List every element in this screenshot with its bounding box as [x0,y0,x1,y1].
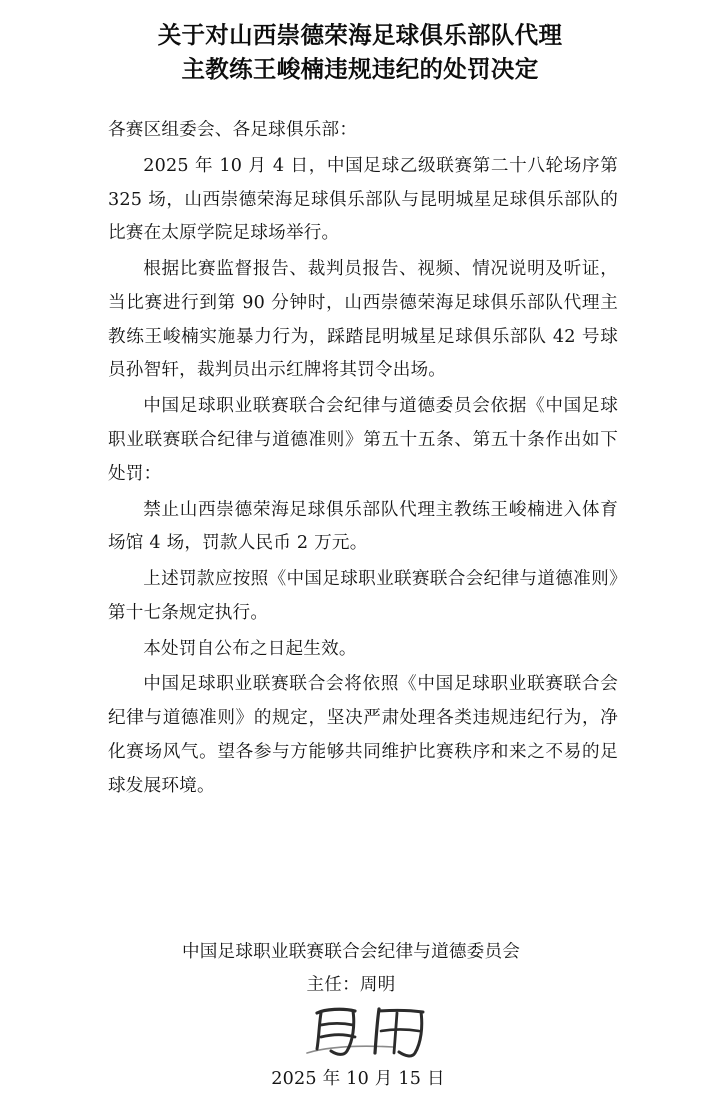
document-body [0,86,720,803]
paragraph-4: 禁止山西崇德荣海足球俱乐部队代理主教练王峻楠进入体育场馆 4 场，罚款人民币 2 万元。 [108,499,618,554]
paragraph-2: 根据比赛监督报告、裁判员报告、视频、情况说明及听证，当比赛进行到第 90 分钟时，山西崇德荣海足球俱乐部队代理主教练王峻楠实施暴力行为，踩踏昆明城星足球俱乐部队 42 号球员孙智轩，裁判员出示红牌将其罚令出场。 [108,259,618,381]
paragraph-7: 中国足球职业联赛联合会将依照《中国足球职业联赛联合会纪律与道德准则》的规定，坚决严肃处理各类违规违纪行为，净化赛场风气。望各参与方能够共同维护比赛秩序和来之不易的足球发展环境。 [108,674,618,796]
salutation: 各赛区组委会、各足球俱乐部： [108,120,358,141]
paragraph-6: 本处罚自公布之日起生效。 [143,638,357,659]
page-title [0,0,720,86]
paragraph-5: 上述罚款应按照《中国足球职业联赛联合会纪律与道德准则》第十七条规定执行。 [108,569,618,623]
signature-date: 2025 年 10 月 15 日 [271,1068,445,1089]
paragraph-3: 中国足球职业联赛联合会纪律与道德委员会依据《中国足球职业联赛联合纪律与道德准则》第五十五条、第五十条作出如下处罚： [108,396,618,484]
handwritten-signature-icon [0,1001,720,1063]
title-line-1: 关于对山西崇德荣海足球俱乐部队代理 [157,21,563,49]
issuing-organization: 中国足球职业联赛联合会纪律与道德委员会 [181,941,521,962]
title-line-2: 主教练王峻楠违规违纪的处罚决定 [181,55,539,84]
signer-label: 主任：周明 [306,975,396,996]
signature-block [0,936,720,1110]
paragraph-1: 2025 年 10 月 4 日，中国足球乙级联赛第二十八轮场序第 325 场，山西崇德荣海足球俱乐部队与昆明城星足球俱乐部队的比赛在太原学院足球场举行。 [108,155,618,244]
